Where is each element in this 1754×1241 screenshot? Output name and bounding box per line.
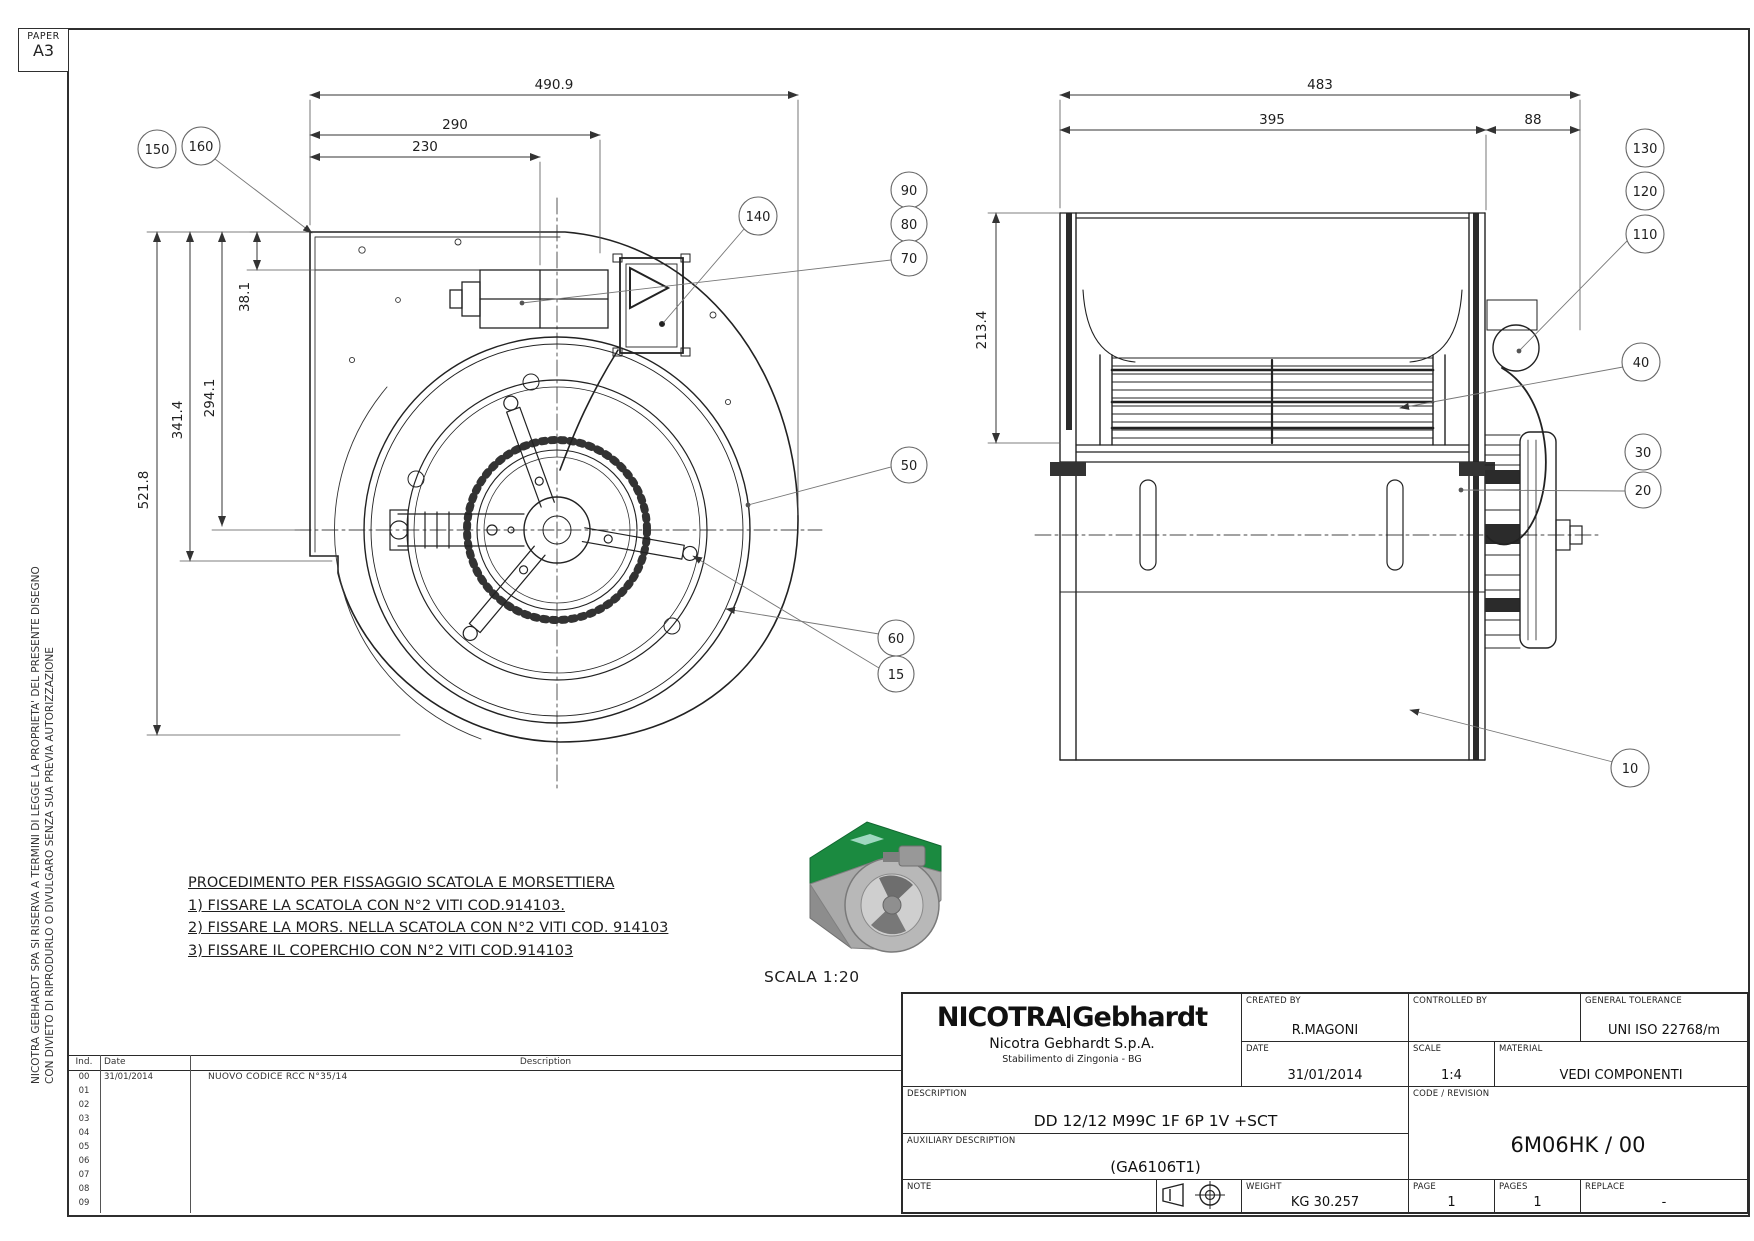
balloon-80: 80 <box>900 218 918 233</box>
dim-490-9: 490.9 <box>534 77 574 93</box>
date-value: 31/01/2014 <box>1287 1068 1363 1083</box>
paper-size-box <box>18 28 69 72</box>
weight-value: KG 30.257 <box>1290 1195 1360 1210</box>
legal-notice-line2: CON DIVIETO DI RIPRODURLO O DIVULGARO SENZA SUA PREVIA AUTORIZZAZIONE <box>43 647 56 1084</box>
dim-521-8: 521.8 <box>136 470 152 510</box>
balloon-50: 50 <box>900 459 918 474</box>
rev-0-description: NUOVO CODICE RCC N°35/14 <box>208 1072 348 1082</box>
logo-cell <box>903 994 1242 1087</box>
replace-cell: REPLACE - <box>1581 1180 1747 1212</box>
aux-description-value: (GA6106T1) <box>1110 1158 1201 1176</box>
scale-cell: SCALE 1:4 <box>1409 1042 1495 1087</box>
created-by-value: R.MAGONI <box>1291 1023 1359 1038</box>
balloon-30: 30 <box>1634 446 1652 461</box>
tolerance-cell: GENERAL TOLERANCE UNI ISO 22768/m <box>1581 994 1747 1042</box>
pages-cell: PAGES 1 <box>1495 1180 1581 1212</box>
volute-outline <box>310 232 798 742</box>
balloon-120: 120 <box>1632 185 1658 200</box>
motor-cable <box>1487 368 1546 544</box>
description-cell: DESCRIPTION DD 12/12 M99C 1F 6P 1V +SCT <box>903 1087 1409 1134</box>
balloon-130: 130 <box>1632 142 1658 157</box>
company-plant: Stabilimento di Zingonia - BG <box>1002 1054 1142 1065</box>
side-leaders <box>1400 241 1627 762</box>
balloon-140: 140 <box>745 210 771 225</box>
material-value: VEDI COMPONENTI <box>1559 1068 1683 1083</box>
date-cell: DATE 31/01/2014 <box>1242 1042 1409 1087</box>
note-cell: NOTE <box>903 1180 1157 1212</box>
code-revision-value: 6M06HK / 00 <box>1510 1133 1646 1157</box>
scale-note: SCALA 1:20 <box>764 968 860 986</box>
pages-value: 1 <box>1533 1195 1542 1210</box>
balloon-90: 90 <box>900 184 918 199</box>
side-balloons <box>1611 129 1664 787</box>
paper-size: A3 <box>32 40 55 60</box>
spider-arms <box>460 394 698 643</box>
title-block <box>901 992 1749 1214</box>
procedure-title: PROCEDIMENTO PER FISSAGGIO SCATOLA E MORSETTIERA <box>188 875 615 891</box>
front-balloons <box>138 127 927 692</box>
material-cell: MATERIAL VEDI COMPONENTI <box>1495 1042 1747 1087</box>
rev-0-date: 31/01/2014 <box>104 1072 153 1082</box>
paper-label: PAPER <box>27 31 60 42</box>
dim-290: 290 <box>442 117 468 133</box>
motor <box>1485 300 1582 648</box>
procedure-step2: 2) FISSARE LA MORS. NELLA SCATOLA CON N°2 VITI COD. 914103 <box>188 920 669 936</box>
front-leaders <box>215 159 891 668</box>
casing <box>1060 213 1485 760</box>
support-band <box>1050 445 1495 476</box>
page-cell: PAGE 1 <box>1409 1180 1495 1212</box>
scroll-arc <box>335 387 481 739</box>
created-by-cell: CREATED BY R.MAGONI <box>1242 994 1409 1042</box>
controlled-by-cell: CONTROLLED BY <box>1409 994 1581 1042</box>
aux-description-cell: AUXILIARY DESCRIPTION (GA6106T1) <box>903 1134 1409 1180</box>
terminal-box <box>560 254 690 470</box>
balloon-40: 40 <box>1632 356 1650 371</box>
fan-3d-image <box>795 810 950 962</box>
revision-table: Ind. Date Description 00 31/01/2014 NUOVO CODICE RCC N°35/14 01 02 03 04 05 06 07 08 09 <box>68 1055 901 1213</box>
balloon-150: 150 <box>144 143 170 158</box>
company-logo: NICOTRA Gebhardt <box>936 1002 1208 1033</box>
first-angle-projection-icon <box>1157 1180 1237 1210</box>
impeller <box>1100 355 1445 445</box>
rev-header-ind: Ind. <box>75 1057 93 1067</box>
balloon-110: 110 <box>1632 228 1658 243</box>
mounting-slots <box>1060 480 1485 592</box>
procedure-step1: 1) FISSARE LA SCATOLA CON N°2 VITI COD.914103. <box>188 897 565 914</box>
balloon-15: 15 <box>887 668 905 683</box>
page-value: 1 <box>1447 1195 1456 1210</box>
dim-38-1: 38.1 <box>237 281 253 313</box>
dim-395: 395 <box>1259 112 1285 128</box>
scale-value: 1:4 <box>1441 1068 1462 1083</box>
dim-230: 230 <box>412 139 438 155</box>
front-dimensions <box>136 77 798 735</box>
front-view <box>136 77 927 792</box>
projection-symbol-cell <box>1157 1180 1242 1212</box>
description-value: DD 12/12 M99C 1F 6P 1V +SCT <box>1033 1112 1278 1130</box>
dim-341-4: 341.4 <box>170 400 186 440</box>
weight-cell: WEIGHT KG 30.257 <box>1242 1180 1409 1212</box>
balloon-20: 20 <box>1634 484 1652 499</box>
balloon-60: 60 <box>887 632 905 647</box>
logo-divider <box>1067 1006 1070 1028</box>
balloon-70: 70 <box>900 252 918 267</box>
code-revision-cell: CODE / REVISION 6M06HK / 00 <box>1409 1087 1747 1180</box>
dim-483: 483 <box>1307 77 1333 93</box>
procedure-step3: 3) FISSARE IL COPERCHIO CON N°2 VITI COD.914103 <box>188 942 574 959</box>
legal-notice-line1: NICOTRA GEBHARDT SPA SI RISERVA A TERMINI DI LEGGE LA PROPRIETA' DEL PRESENTE DISEGNO <box>30 566 42 1084</box>
volute-flange-lines <box>315 237 560 552</box>
rev-header-date: Date <box>104 1057 126 1067</box>
rev-header-description: Description <box>519 1057 572 1067</box>
balloon-10: 10 <box>1621 762 1639 777</box>
dim-294-1: 294.1 <box>202 378 218 418</box>
company-name: Nicotra Gebhardt S.p.A. <box>989 1036 1155 1052</box>
side-dimensions <box>974 77 1580 443</box>
balloon-160: 160 <box>188 140 214 155</box>
dim-88: 88 <box>1524 112 1542 128</box>
tolerance-value: UNI ISO 22768/m <box>1607 1023 1721 1038</box>
procedure-note <box>188 872 668 962</box>
motor-box <box>450 270 608 328</box>
dim-213-4: 213.4 <box>974 310 990 350</box>
capacitor <box>1493 325 1539 371</box>
replace-value: - <box>1661 1195 1667 1210</box>
side-view <box>974 77 1664 787</box>
